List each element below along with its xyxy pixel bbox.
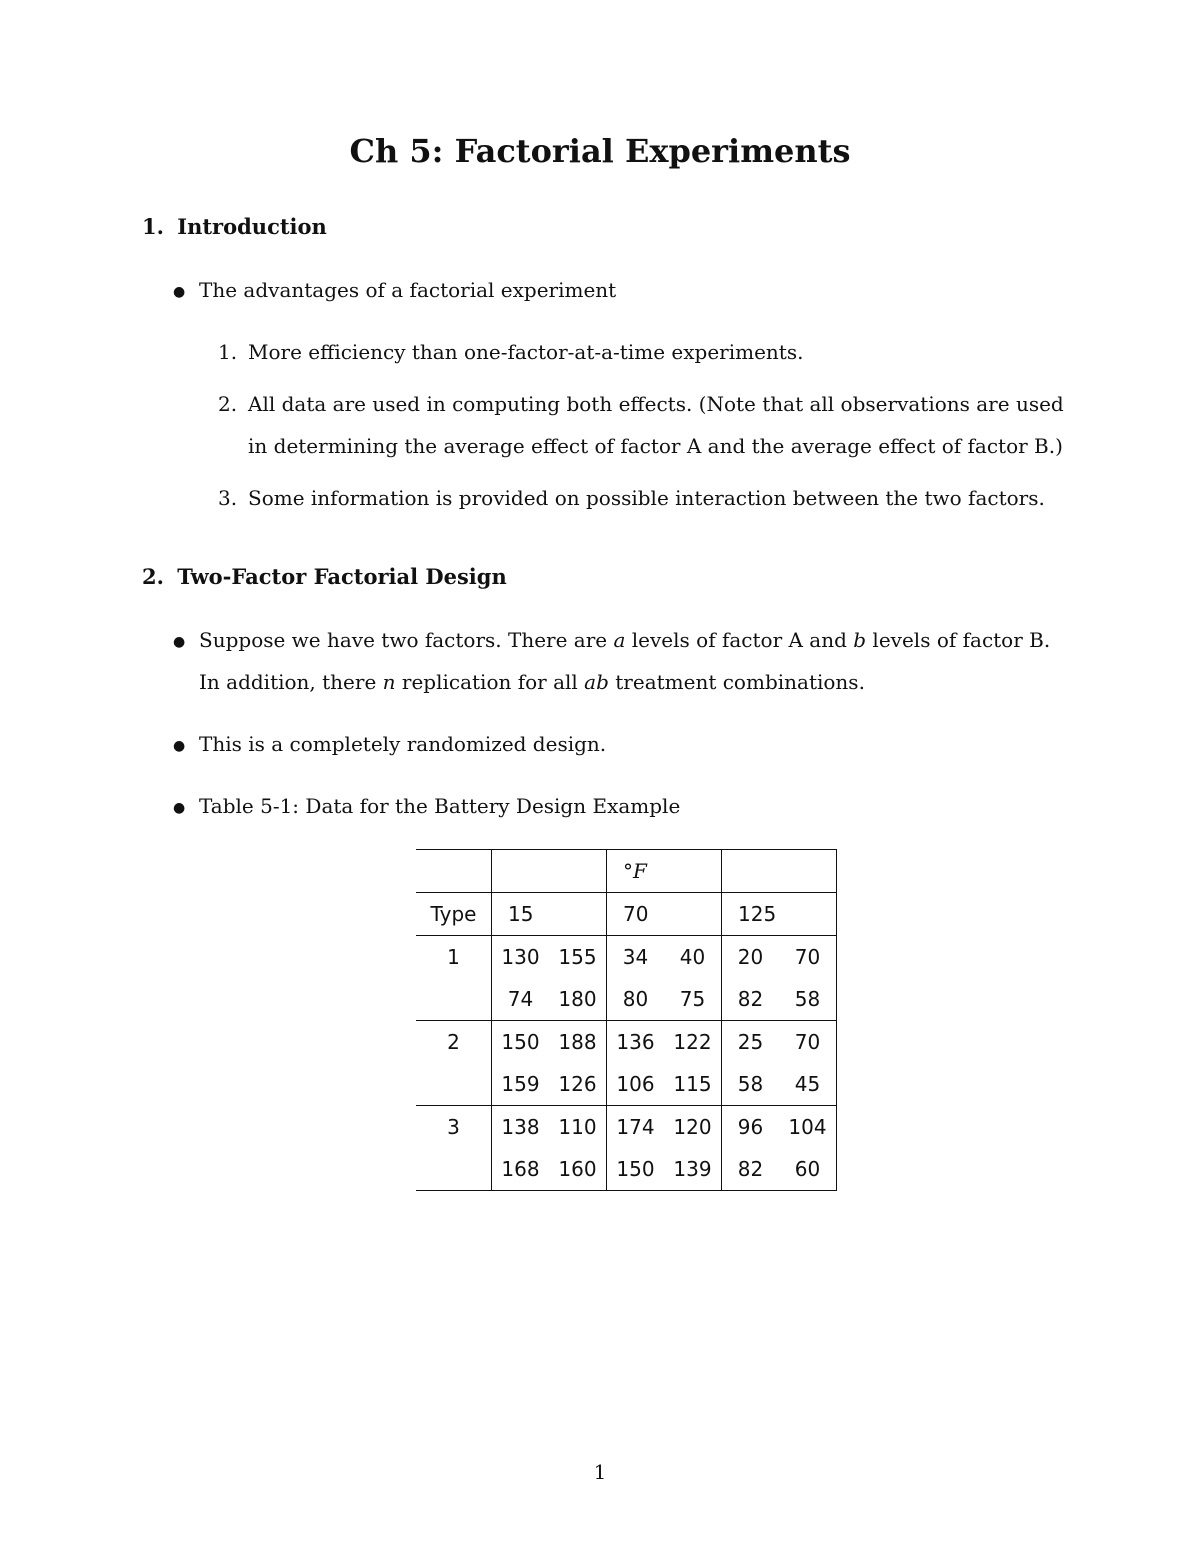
table-cell: 96 — [722, 1106, 780, 1149]
section-1-number: 1. — [142, 214, 164, 239]
table-cell: 25 — [722, 1021, 780, 1064]
table-cell: 120 — [664, 1106, 722, 1149]
page-number: 1 — [593, 1460, 607, 1484]
table-cell: 58 — [779, 978, 837, 1021]
section-2-bullet-1-line-1: Suppose we have two factors. There are a levels of factor A and b levels of factor B. — [199, 628, 1051, 652]
table-cell: 160 — [549, 1148, 607, 1191]
table-cell: 106 — [607, 1063, 665, 1106]
section-2-number: 2. — [142, 564, 164, 589]
table-cell: 115 — [673, 1072, 712, 1096]
bullet-icon: ● — [173, 634, 186, 650]
table-header-row — [416, 850, 837, 893]
section-1-bullet: The advantages of a factorial experiment — [199, 278, 617, 302]
table-cell: 150 — [607, 1148, 665, 1191]
temperature-header: 125 — [722, 893, 837, 936]
table-cell: 40 — [664, 936, 722, 979]
battery-data-table — [416, 849, 837, 1191]
temperature-header: 70 — [607, 893, 722, 936]
table-cell: 34 — [607, 936, 665, 979]
bullet-icon: ● — [173, 284, 186, 300]
type-label: Type — [416, 893, 492, 936]
table-cell: 45 — [779, 1063, 837, 1106]
section-1-title: Introduction — [177, 214, 327, 239]
table-cell: 110 — [549, 1106, 607, 1149]
table-cell: 60 — [779, 1148, 837, 1191]
table-cell: 159 — [492, 1063, 550, 1106]
section-2-heading — [142, 564, 507, 589]
bullet-icon: ● — [173, 738, 186, 754]
table-cell: 82 — [722, 978, 780, 1021]
table-row — [416, 978, 837, 1021]
table-cell: 70 — [779, 1021, 837, 1064]
list-item-text: All data are used in computing both effects. (Note that all observations are used — [248, 392, 1064, 416]
table-cell: 130 — [492, 936, 550, 979]
list-item-text: More efficiency than one-factor-at-a-time experiments. — [248, 340, 804, 364]
table-cell: 122 — [664, 1021, 722, 1064]
table-cell: 180 — [558, 987, 597, 1011]
unit-label: °F — [607, 850, 722, 893]
table-cell: 174 — [607, 1106, 665, 1149]
table-cell: 58 — [722, 1063, 780, 1106]
table-cell: 75 — [679, 987, 706, 1011]
table-cell: 136 — [607, 1021, 665, 1064]
type-cell: 3 — [416, 1106, 492, 1149]
type-cell: 2 — [416, 1021, 492, 1064]
table-row — [416, 1106, 837, 1149]
bullet-icon: ● — [173, 800, 186, 816]
table-cell: 168 — [492, 1148, 550, 1191]
table-caption: Table 5-1: Data for the Battery Design Example — [199, 794, 681, 818]
list-item-number: 1. — [218, 340, 238, 364]
table-cell: 20 — [722, 936, 780, 979]
type-cell: 1 — [416, 936, 492, 979]
temperature-header: 15 — [492, 893, 607, 936]
list-item-number: 3. — [218, 486, 238, 510]
table-header-row — [416, 893, 837, 936]
section-1-heading — [142, 214, 327, 239]
list-item-text: in determining the average effect of factor A and the average effect of factor B.) — [248, 434, 1063, 458]
table-cell: 82 — [722, 1148, 780, 1191]
table-cell: 188 — [549, 1021, 607, 1064]
table-cell: 139 — [664, 1148, 722, 1191]
table-cell: 138 — [492, 1106, 550, 1149]
table-cell: 74 — [492, 978, 550, 1021]
table-cell: 104 — [779, 1106, 837, 1149]
table-cell: 150 — [492, 1021, 550, 1064]
section-2-bullet-2: This is a completely randomized design. — [199, 732, 607, 756]
page-title: Ch 5: Factorial Experiments — [349, 132, 851, 170]
list-item-text: Some information is provided on possible interaction between the two factors. — [248, 486, 1045, 510]
table-row — [416, 936, 837, 979]
table-row — [416, 1021, 837, 1064]
table-cell: 80 — [607, 978, 665, 1021]
table-row — [416, 1148, 837, 1191]
table-cell: 126 — [558, 1072, 597, 1096]
table-cell: 70 — [779, 936, 837, 979]
table-cell: 155 — [549, 936, 607, 979]
section-2-title: Two-Factor Factorial Design — [177, 564, 507, 589]
list-item-number: 2. — [218, 392, 238, 416]
table-row — [416, 1063, 837, 1106]
section-2-bullet-1-line-2: In addition, there n replication for all ab treatment combinations. — [199, 670, 865, 694]
